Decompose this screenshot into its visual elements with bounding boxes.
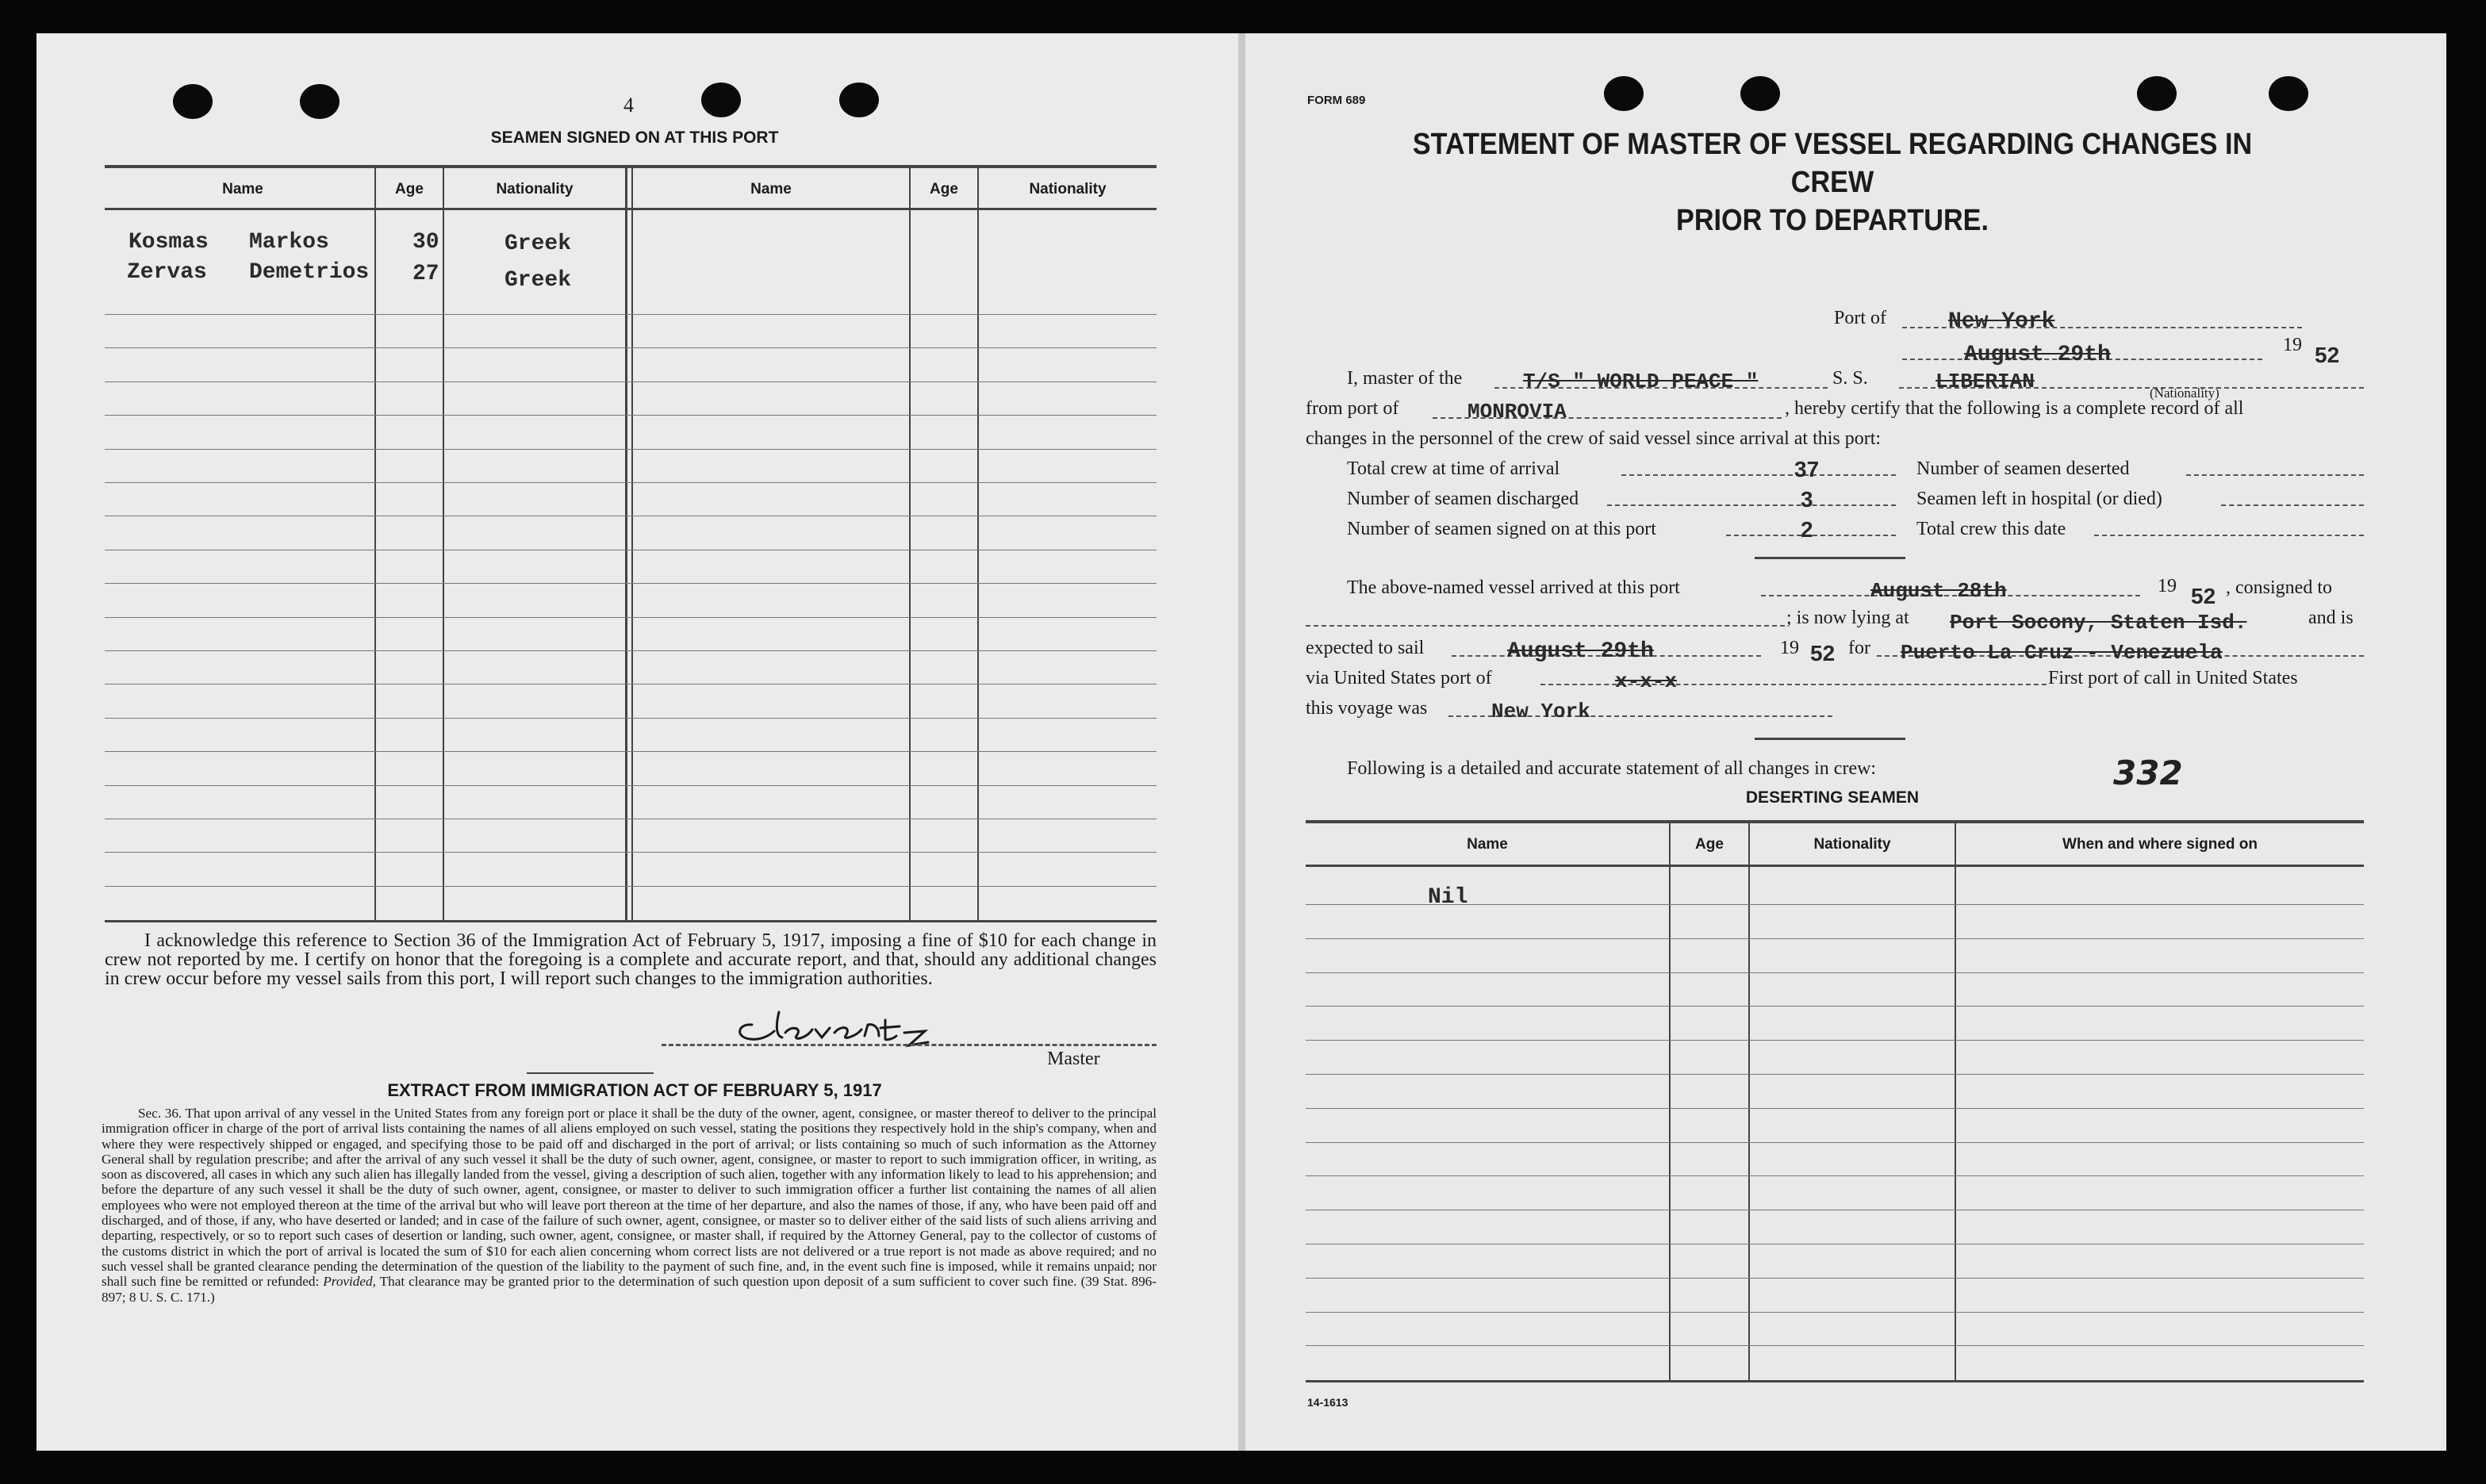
table-header-rule	[105, 208, 1157, 210]
stat-label: Seamen left in hospital (or died)	[1916, 489, 2162, 509]
stat-value: 2	[1801, 517, 1813, 542]
column-header-age: Age	[1695, 836, 1724, 853]
column-header-nationality: Nationality	[1813, 836, 1891, 853]
table-bottom-rule	[105, 920, 1157, 922]
table-row	[129, 230, 209, 255]
punch-hole	[839, 82, 879, 117]
punch-hole	[701, 82, 741, 117]
via-label: via United States port of	[1306, 668, 1492, 688]
crew-nationality: Greek	[504, 268, 572, 293]
table-top-rule	[105, 165, 1157, 168]
stat-field-line	[1607, 504, 1896, 506]
lying-label: ; is now lying at	[1786, 608, 1909, 628]
form-number: FORM 689	[1307, 94, 1366, 107]
table-row-line	[105, 718, 1157, 719]
consigned-label: , consigned to	[2226, 577, 2332, 598]
handwritten-number: 332	[2113, 754, 2183, 792]
voyage-label: this voyage was	[1306, 698, 1428, 719]
column-header-name: Name	[750, 181, 792, 197]
master-signature	[730, 1001, 984, 1056]
column-divider	[631, 165, 633, 922]
date-value: August 29th	[1964, 343, 2111, 367]
stat-field-line	[2221, 504, 2364, 506]
sail-date: August 29th	[1507, 639, 1654, 664]
extract-proviso: Provided,	[323, 1274, 376, 1290]
certify-text: changes in the personnel of the crew of said vessel since arrival at this port:	[1306, 428, 1882, 449]
crew-first-name: Kosmas	[129, 230, 209, 255]
table-row-line	[105, 852, 1157, 853]
column-header-name: Name	[222, 181, 263, 197]
table-row-line	[1306, 972, 2364, 973]
column-header-name: Name	[1467, 836, 1508, 853]
arrived-year: 52	[2191, 584, 2216, 608]
table-row-line	[105, 886, 1157, 887]
crew-first-name: Zervas	[127, 260, 207, 285]
extract-text: Sec. 36. That upon arrival of any vessel in the United States from any foreign port or place it shall be the duty of the owner, agent, consignee, or master thereof to deliver to the principal immigration officer in charge of the port of arrival lists containing the names of all aliens employed on such vessel, stating the positions they respectively hold in the ship's company, when and where they were respectively shipped or engaged, and specifying those to be paid off and discharged in the port of arrival; or lists containing so much of such information as the Attorney General shall by regulation prescribe; and after the arrival of any such vessel it shall be the duty of such owner, agent, consignee, or master to report to such immigration officer, in writing, as soon as discovered, all cases in which any such alien has illegally landed from the vessel, giving a description of such alien, together with any information likely to lead to his apprehension; and before the departure of any such vessel it shall be the duty of such owner, agent, consignee, or master to deliver to such immigration officer a further list containing the names of all alien employees who were not employed thereon at the time of the arrival but who will leave port thereon at the time of her departure, and also the names of those, if any, who have been paid off and discharged, and of those, if any, who have deserted or landed; and in case of the failure of such owner, agent, consignee, or master so to deliver either of the said lists of such aliens arriving and departing, respectively, or so to report such cases of desertion or landing, such owner, agent, consignee, or master shall, if required by the Attorney General, pay to the collector of customs of the customs district in which the port of arrival is located the sum of $10 for each alien concerning whom correct lists are not delivered or a true report is not made as above required; and no such vessel shall be granted clearance pending the determination of the question of the liability to the payment of such fine, and, in the event such fine is imposed, while it remains unpaid; nor shall such fine be remitted or refunded:	[102, 1106, 1157, 1290]
port-value: New York	[1948, 309, 2055, 334]
table-row	[127, 260, 207, 285]
table-row-line	[105, 751, 1157, 752]
year-value: 52	[2315, 343, 2340, 367]
stat-value: 37	[1794, 457, 1820, 481]
table-row-line	[1306, 1142, 2364, 1143]
table-row-line	[1306, 1345, 2364, 1346]
crew-nationality: Greek	[504, 232, 572, 256]
section-title: SEAMEN SIGNED ON AT THIS PORT	[490, 128, 779, 147]
vessel-name: T/S " WORLD PEACE "	[1523, 370, 1759, 393]
lying-location: Port Socony, Staten Isd.	[1950, 611, 2247, 635]
stat-field-line	[2186, 474, 2364, 476]
table-top-rule	[1306, 820, 2364, 823]
ss-label: S. S.	[1832, 368, 1868, 389]
punch-hole	[2137, 76, 2177, 111]
column-divider	[977, 165, 979, 922]
deserting-title: DESERTING SEAMEN	[1745, 788, 1920, 807]
section-rule	[1755, 738, 1905, 740]
table-row-line	[105, 347, 1157, 348]
table-bottom-rule	[1306, 1380, 2364, 1382]
sail-year: 52	[1810, 641, 1836, 665]
extract-title: EXTRACT FROM IMMIGRATION ACT OF FEBRUARY 5, 1917	[387, 1080, 882, 1100]
expected-label: expected to sail	[1306, 638, 1425, 658]
table-row-line	[105, 650, 1157, 651]
column-header-nationality: Nationality	[1029, 181, 1107, 197]
stat-label: Number of seamen signed on at this port	[1347, 519, 1656, 539]
table-row-line	[105, 583, 1157, 584]
vessel-nationality: LIBERIAN	[1935, 370, 2035, 393]
signature-line	[662, 1044, 1157, 1046]
page-number: 4	[623, 94, 634, 117]
punch-hole	[1740, 76, 1780, 111]
following-label: Following is a detailed and accurate statement of all changes in crew:	[1347, 758, 1877, 779]
from-port-value: MONROVIA	[1467, 400, 1567, 424]
punch-hole	[173, 84, 213, 119]
table-row-line	[1306, 1312, 2364, 1313]
crew-last-name: Markos	[249, 230, 329, 255]
master-label: Master	[1047, 1049, 1100, 1069]
table-row-line	[1306, 938, 2364, 939]
column-divider	[443, 165, 444, 922]
year-prefix: 19	[2283, 335, 2302, 355]
table-row-line	[1306, 1074, 2364, 1075]
destination: Puerto La Cruz - Venezuela	[1901, 641, 2223, 665]
crew-last-name: Demetrios	[249, 260, 370, 285]
stat-field-line	[1621, 474, 1896, 476]
column-divider	[374, 165, 376, 922]
voyage-port: New York	[1491, 700, 1590, 723]
stat-label: Total crew at time of arrival	[1347, 458, 1560, 479]
deserting-entry: Nil	[1428, 885, 1468, 910]
master-of-the-label: I, master of the	[1347, 368, 1463, 389]
column-header-age: Age	[395, 181, 424, 197]
punch-hole	[300, 84, 340, 119]
table-row-line	[105, 314, 1157, 315]
extract-body	[102, 1106, 1157, 1305]
table-row-line	[105, 482, 1157, 483]
via-value: x-x-x	[1615, 669, 1678, 693]
stat-value: 3	[1801, 487, 1813, 512]
column-header-age: Age	[930, 181, 958, 197]
nationality-caption: (Nationality)	[2150, 385, 2219, 401]
and-is-label: and is	[2308, 608, 2354, 628]
form-title-line-2: PRIOR TO DEPARTURE.	[1676, 204, 1989, 237]
consignee-field-line	[1306, 625, 1785, 627]
year-prefix: 19	[1780, 638, 1799, 658]
first-port-label: First port of call in United States	[2048, 668, 2298, 688]
arrived-label: The above-named vessel arrived at this port	[1347, 577, 1680, 598]
table-row-line	[1306, 1108, 2364, 1109]
stat-field-line	[2094, 535, 2364, 536]
table-row-line	[105, 449, 1157, 450]
crew-age: 27	[412, 262, 439, 286]
column-header-nationality: Nationality	[496, 181, 574, 197]
table-row-line	[105, 415, 1157, 416]
form-title-line-1: STATEMENT OF MASTER OF VESSEL REGARDING CHANGES IN CREW	[1412, 128, 2253, 199]
form-title	[1368, 125, 2296, 240]
for-label: for	[1848, 638, 1870, 658]
stat-label: Total crew this date	[1916, 519, 2066, 539]
right-page	[1245, 33, 2446, 1451]
arrived-date: August 28th	[1870, 579, 2007, 603]
crew-age: 30	[412, 230, 439, 255]
table-row-line	[1306, 1040, 2364, 1041]
footer-code: 14-1613	[1307, 1396, 1349, 1409]
table-row-line	[105, 617, 1157, 618]
column-header-signed-on: When and where signed on	[2062, 836, 2258, 853]
column-divider	[909, 165, 911, 922]
punch-hole	[2269, 76, 2308, 111]
acknowledgement-text: I acknowledge this reference to Section 36 of the Immigration Act of February 5, 1917, imposing a fine of $10 for each change in crew not reported by me. I certify on honor that the foregoing is a complete and accurate report, and that, should any additional changes in crew occur before my vessel sails from this port, I will report such changes to the immigration authorities.	[105, 930, 1157, 989]
certify-text: , hereby certify that the following is a complete record of all	[1785, 398, 2244, 419]
year-prefix: 19	[2158, 576, 2177, 596]
stat-label: Number of seamen deserted	[1916, 458, 2130, 479]
from-port-label: from port of	[1306, 398, 1399, 419]
section-rule	[1755, 557, 1905, 559]
table-header-rule	[1306, 865, 2364, 867]
table-row-line	[1306, 1006, 2364, 1007]
extract-tail: That clearance may be granted prior to the determination of such question upon deposit of a sum sufficient to cover such fine. (39 Stat. 896-897; 8 U. S. C. 171.)	[102, 1274, 1157, 1305]
table-row-line	[1306, 1278, 2364, 1279]
port-label: Port of	[1834, 308, 1886, 328]
stat-label: Number of seamen discharged	[1347, 489, 1579, 509]
column-divider	[625, 165, 627, 922]
table-row-line	[1306, 1175, 2364, 1176]
punch-hole	[1604, 76, 1644, 111]
extract-rule	[527, 1072, 654, 1074]
table-row-line	[105, 785, 1157, 786]
